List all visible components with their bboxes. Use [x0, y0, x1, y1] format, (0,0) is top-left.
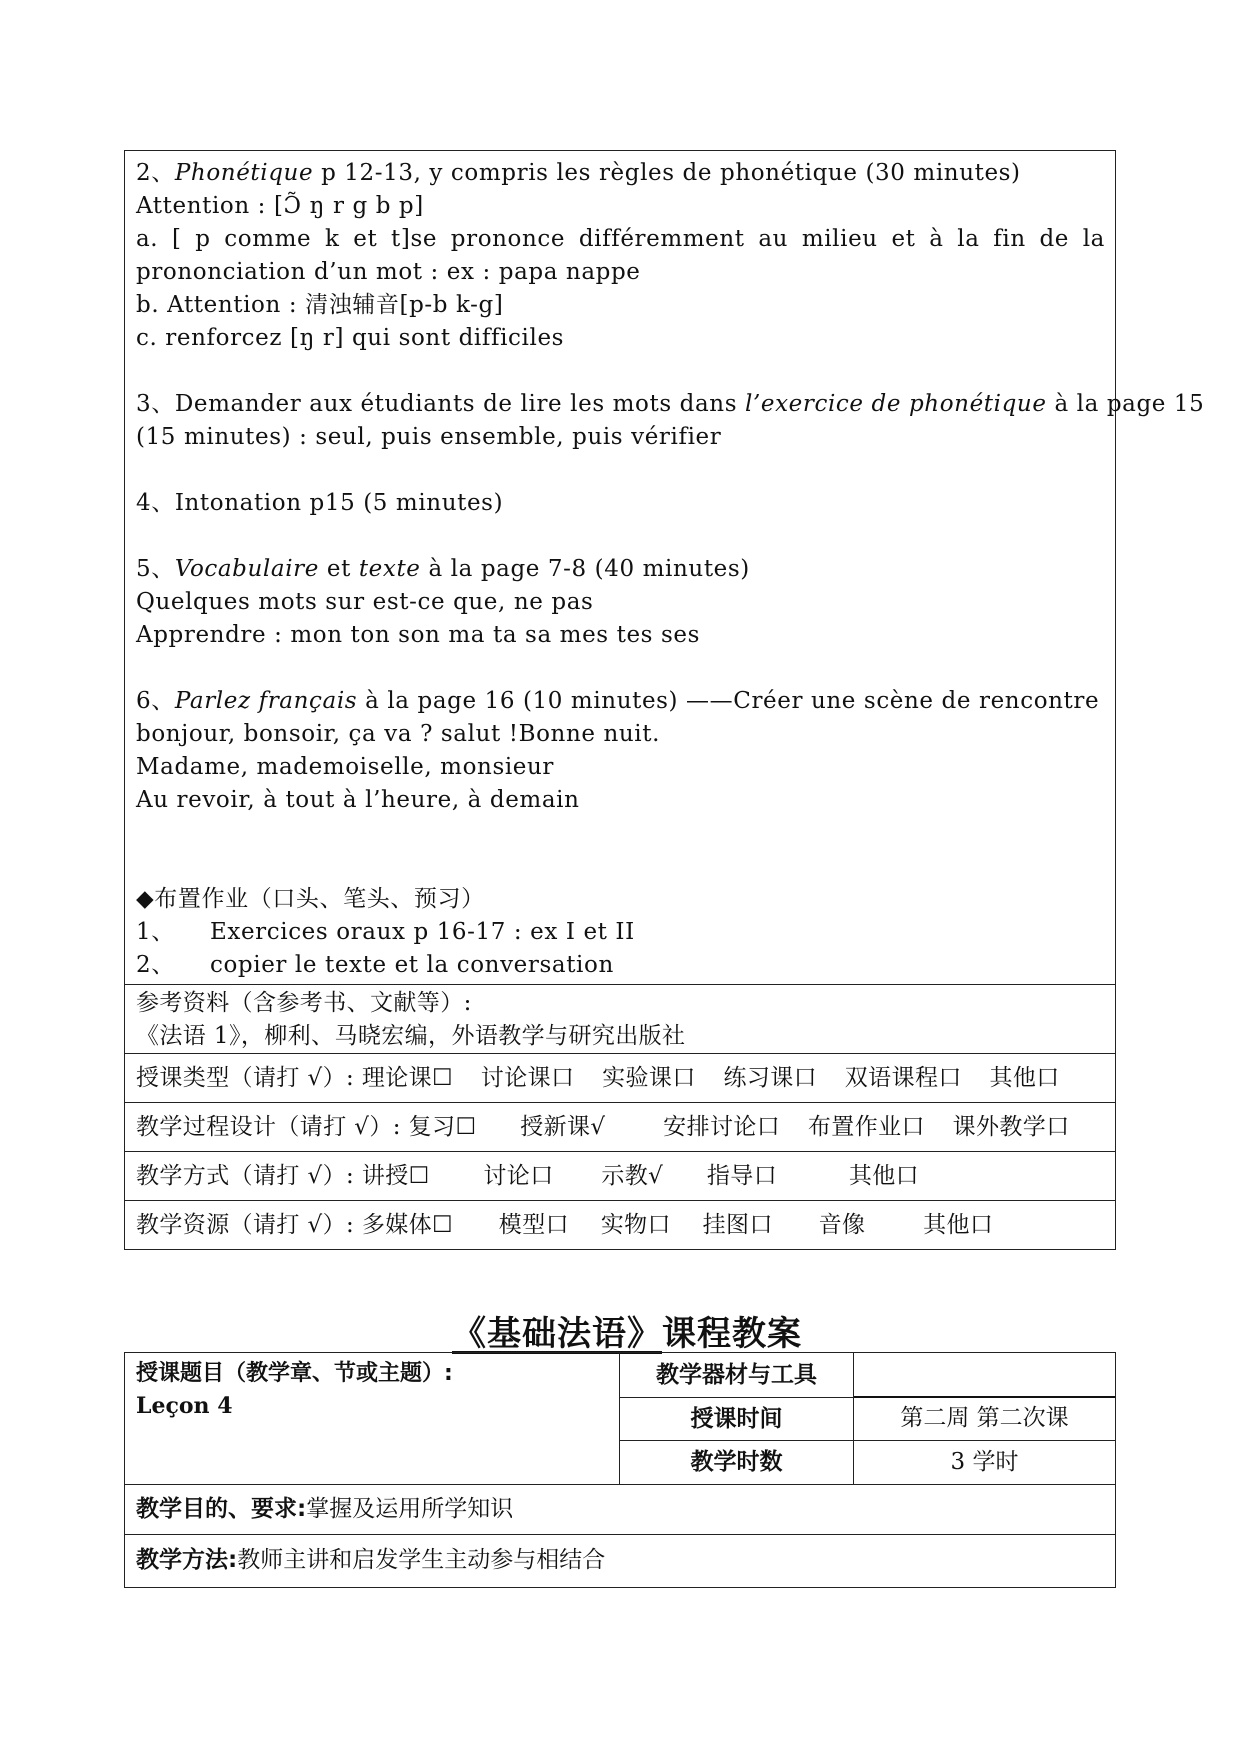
purpose-value: 掌握及运用所学知识: [306, 1496, 514, 1522]
phonetics-title: Phonétique: [174, 160, 314, 186]
item-number: 6、: [136, 688, 175, 714]
speaking-line2: bonjour, bonsoir, ça va ? salut !Bonne nuit.: [136, 721, 661, 747]
reading-exercise-line: [136, 388, 1205, 421]
homework-number: 1、: [136, 919, 175, 945]
rule-b-line: b. Attention : 清浊辅音[p-b k-g]: [136, 292, 504, 318]
speaking-detail: à la page 16 (10 minutes) ——Créer une scène de rencontre: [357, 688, 1100, 714]
reading-exercise-title: l’exercice de phonétique: [745, 391, 1047, 417]
course-type-option[interactable]: 讨论课口: [480, 1065, 575, 1091]
spacer: [136, 454, 1105, 487]
lesson-header-table: [124, 1352, 1116, 1588]
vocabulary-line2: Quelques mots sur est-ce que, ne pas: [136, 589, 594, 615]
purpose-row: [125, 1484, 1115, 1534]
intonation-line: 4、Intonation p15 (5 minutes): [136, 490, 504, 516]
course-type-option[interactable]: 实验课口: [602, 1065, 696, 1091]
course-type-row: [125, 1053, 1115, 1102]
reading-exercise-page: à la page 15: [1046, 391, 1205, 417]
course-type-option[interactable]: 双语课程口: [844, 1065, 962, 1091]
teaching-resources-row: [125, 1200, 1115, 1249]
spacer: [136, 817, 1105, 850]
resource-option[interactable]: 挂图口: [702, 1212, 773, 1238]
reading-exercise-text: 3、Demander aux étudiants de lire les mots dans: [136, 391, 746, 417]
method-option[interactable]: 讲授☐: [361, 1163, 430, 1189]
lesson-content: [125, 151, 1205, 984]
homework-heading: ◆布置作业（口头、笔头、预习）: [136, 886, 485, 912]
method-value: 教师主讲和启发学生主动参与相结合: [237, 1547, 606, 1573]
method-option[interactable]: 指导口: [706, 1163, 778, 1189]
rule-a-line1: a. [ p comme k et t]se prononce différemment au milieu et à la fin de la: [136, 226, 1105, 252]
homework-item: [136, 916, 1105, 949]
phonetics-detail: p 12-13, y compris les règles de phonétique (30 minutes): [313, 160, 1021, 186]
teaching-resources-label: 教学资源（请打 √）:: [136, 1212, 355, 1238]
method-option[interactable]: 其他口: [848, 1163, 920, 1189]
resource-option[interactable]: 其他口: [923, 1212, 994, 1238]
lesson-plan-table: [124, 150, 1205, 1250]
teaching-method-row: [125, 1151, 1115, 1200]
course-plan-title: [452, 1306, 802, 1355]
vocabulary-conjunction: et: [318, 556, 359, 582]
equipment-label: 教学器材与工具: [620, 1353, 854, 1398]
item-number: 2、: [136, 160, 175, 186]
topic-cell: [125, 1353, 620, 1484]
process-option[interactable]: 课外教学口: [952, 1114, 1070, 1140]
teaching-process-label: 教学过程设计（请打 √）:: [136, 1114, 401, 1140]
topic-value: Leçon 4: [136, 1393, 233, 1419]
equipment-value: [854, 1353, 1115, 1398]
spacer: [136, 520, 1105, 553]
process-option[interactable]: 安排讨论口: [663, 1114, 781, 1140]
method-label: 教学方法:: [136, 1547, 238, 1573]
teaching-method-label: 教学方式（请打 √）:: [136, 1163, 355, 1189]
course-plan-suffix: 课程教案: [662, 1314, 802, 1354]
spacer: [136, 850, 1105, 883]
rule-c-line: c. renforcez [ŋ r] qui sont difficiles: [136, 325, 565, 351]
resource-option[interactable]: 多媒体☐: [361, 1212, 454, 1238]
purpose-label: 教学目的、要求:: [136, 1496, 307, 1522]
process-option[interactable]: 布置作业口: [807, 1114, 925, 1140]
course-name: 《基础法语》: [452, 1314, 662, 1354]
course-type-option[interactable]: 其他口: [989, 1065, 1060, 1091]
vocabulary-title: Vocabulaire: [174, 556, 319, 582]
vocabulary-detail: à la page 7-8 (40 minutes): [420, 556, 750, 582]
speaking-title: Parlez français: [174, 688, 358, 714]
phonetics-heading: [136, 157, 1105, 190]
resource-option[interactable]: 模型口: [498, 1212, 569, 1238]
course-type-label: 授课类型（请打 √）:: [136, 1065, 355, 1091]
method-option[interactable]: 讨论口: [483, 1163, 554, 1189]
vocabulary-heading: [136, 553, 1105, 586]
hours-label: 教学时数: [620, 1441, 854, 1484]
hours-value: 3 学时: [950, 1449, 1019, 1475]
spacer: [136, 652, 1105, 685]
reference-row: [125, 984, 1115, 1053]
topic-label: 授课题目（教学章、节或主题）:: [136, 1361, 453, 1386]
resource-option[interactable]: 音像: [818, 1212, 866, 1238]
process-option[interactable]: 授新课√: [520, 1114, 606, 1140]
reference-value: 《法语 1》，柳利、马晓宏编，外语教学与研究出版社: [136, 1023, 686, 1049]
course-type-option[interactable]: 理论课☐: [361, 1065, 454, 1091]
homework-item: [136, 949, 1105, 982]
speaking-line4: Au revoir, à tout à l’heure, à demain: [136, 787, 580, 813]
method-row: [125, 1534, 1115, 1587]
time-value: 第二周 第二次课: [854, 1398, 1115, 1441]
teaching-process-row: [125, 1102, 1115, 1151]
homework-number: 2、: [136, 952, 175, 978]
spacer: [136, 355, 1105, 388]
homework-text: Exercices oraux p 16-17 : ex I et II: [210, 919, 635, 945]
rule-a-line2: prononciation d’un mot : ex : papa nappe: [136, 259, 641, 285]
course-type-option[interactable]: 练习课口: [723, 1065, 818, 1091]
speaking-line3: Madame, mademoiselle, monsieur: [136, 754, 555, 780]
vocabulary-line3: Apprendre : mon ton son ma ta sa mes tes ses: [136, 622, 700, 648]
method-option[interactable]: 示教√: [601, 1163, 664, 1189]
text-title: texte: [358, 556, 421, 582]
time-label: 授课时间: [620, 1398, 854, 1441]
resource-option[interactable]: 实物口: [600, 1212, 671, 1238]
homework-text: copier le texte et la conversation: [210, 952, 614, 978]
item-number: 5、: [136, 556, 175, 582]
speaking-heading: [136, 685, 1105, 718]
process-option[interactable]: 复习☐: [408, 1114, 477, 1140]
attention-line: Attention : [Ɔ̃ ŋ r g b p]: [136, 193, 424, 219]
reference-label: 参考资料（含参考书、文献等）:: [136, 990, 472, 1016]
reading-exercise-line2: (15 minutes) : seul, puis ensemble, puis vérifier: [136, 424, 722, 450]
